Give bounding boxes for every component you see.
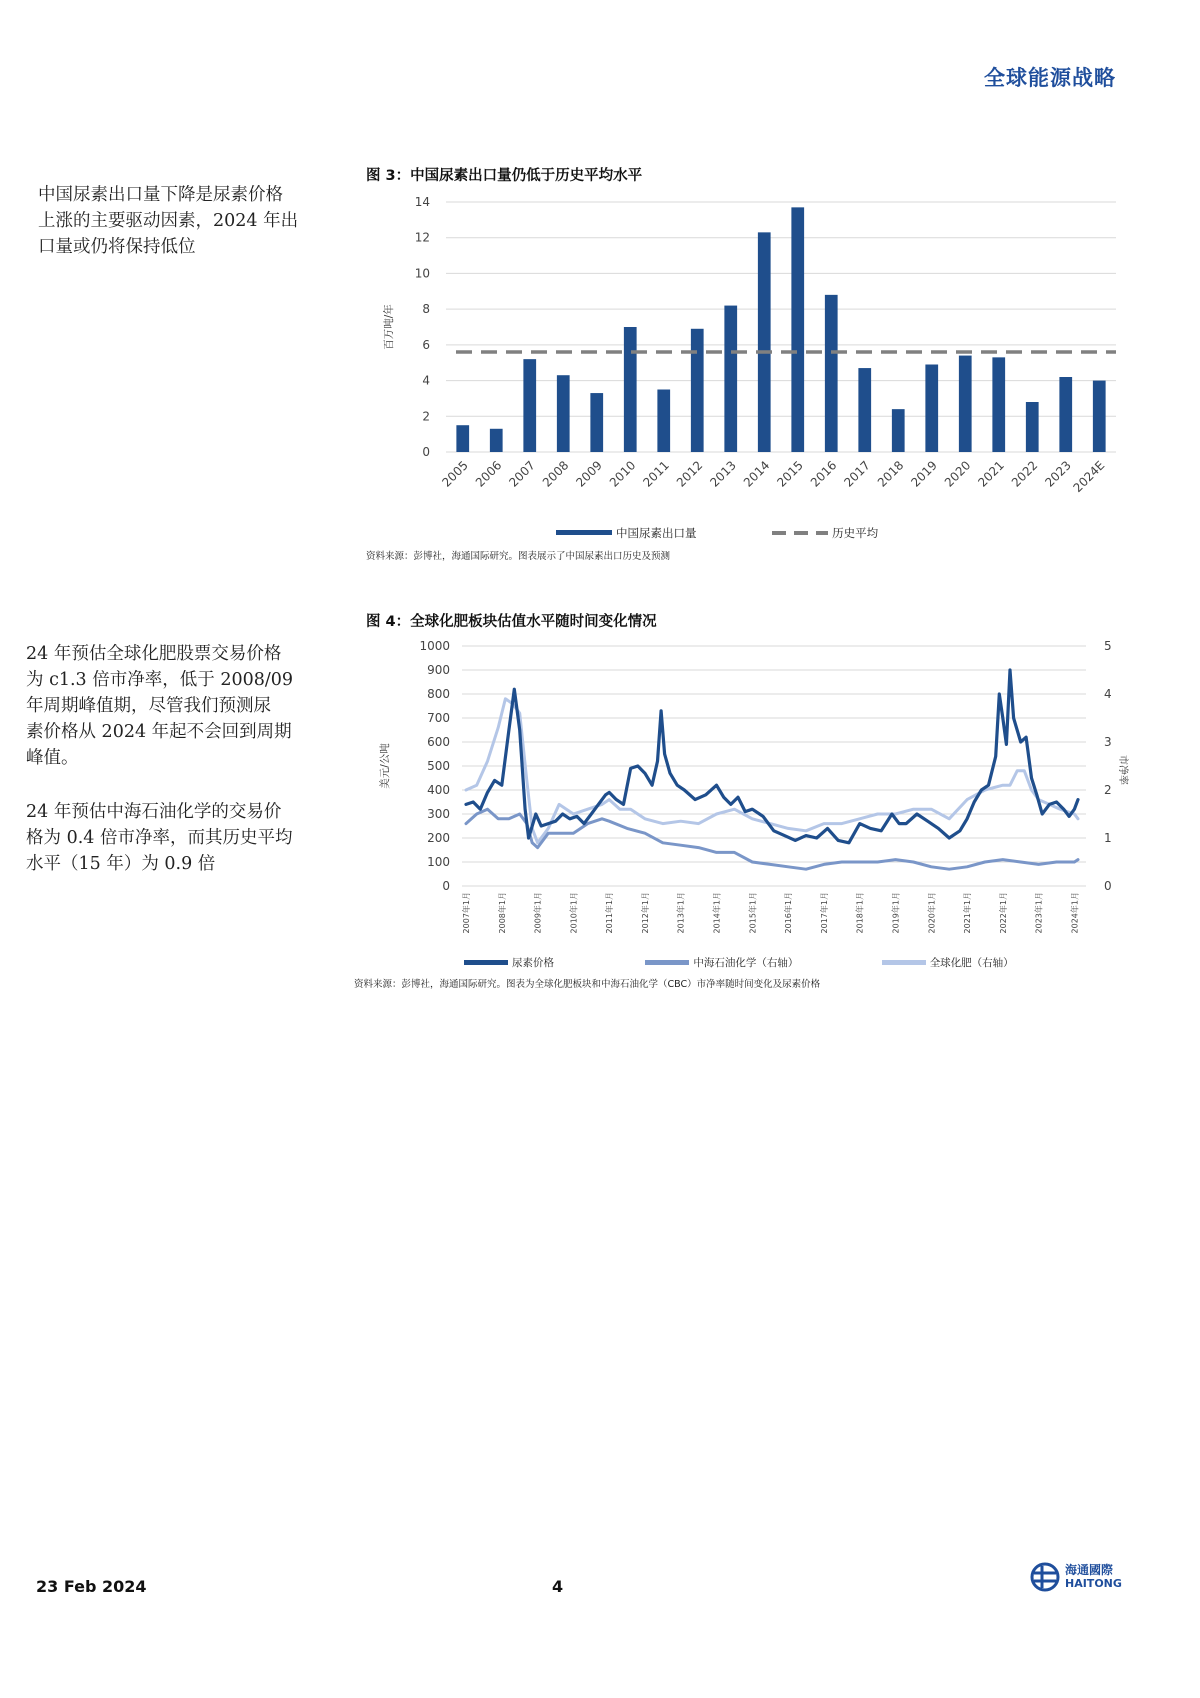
- legend-label-urea: 尿素价格: [512, 957, 554, 969]
- side-note-line: 格为 0.4 倍市净率，而其历史平均: [26, 828, 293, 848]
- bar-2021: [992, 357, 1005, 452]
- x-tick-label: 2013年1月: [676, 892, 686, 934]
- bar-2023: [1059, 377, 1072, 452]
- logo-text-cn: 海通國際: [1065, 1563, 1114, 1577]
- x-tick-label: 2007: [506, 458, 538, 490]
- figure4-chart: [356, 634, 1136, 954]
- y-tick-label: 14: [414, 195, 430, 209]
- side-note-line: 24 年预估全球化肥股票交易价格: [26, 644, 282, 664]
- x-tick-label: 2017年1月: [819, 892, 829, 934]
- x-tick-label: 2012年1月: [640, 892, 650, 934]
- bar-2009: [590, 393, 603, 452]
- x-tick-label: 2022年1月: [998, 892, 1008, 934]
- y-left-tick-label: 800: [427, 687, 450, 701]
- x-tick-label: 2015: [774, 458, 806, 490]
- y-right-tick-label: 1: [1104, 831, 1112, 845]
- side-note-line: 年周期峰值期，尽管我们预测尿: [26, 696, 271, 716]
- x-tick-label: 2007年1月: [462, 892, 471, 934]
- side-note-line: 中国尿素出口量下降是尿素价格: [38, 185, 283, 205]
- x-tick-label: 2009年1月: [533, 892, 543, 934]
- y-tick-label: 4: [422, 373, 430, 388]
- x-tick-label: 2020: [941, 458, 974, 490]
- bar-2016: [825, 295, 838, 452]
- bar-2008: [557, 375, 570, 452]
- x-tick-label: 2019: [908, 458, 940, 490]
- x-tick-label: 2018: [874, 458, 907, 490]
- x-tick-label: 2018年1月: [855, 892, 865, 934]
- x-tick-label: 2014年1月: [712, 892, 722, 934]
- legend-swatch-bars: [556, 530, 612, 535]
- legend-item-global: [882, 955, 1014, 970]
- figure3-source: 资料来源：彭博社，海通国际研究。图表展示了中国尿素出口历史及预测: [366, 551, 671, 562]
- y-right-tick-label: 2: [1104, 783, 1112, 797]
- y-left-tick-label: 1000: [419, 639, 450, 653]
- y-left-tick-label: 400: [427, 783, 450, 797]
- x-tick-label: 2024E: [1070, 458, 1108, 496]
- side-note-line: 峰值。: [26, 748, 79, 768]
- side-note-line: 水平（15 年）为 0.9 倍: [26, 854, 216, 874]
- x-tick-label: 2024年1月: [1070, 892, 1080, 934]
- side-note-line: 口量或仍将保持低位: [38, 237, 196, 257]
- legend-label-exports: 中国尿素出口量: [616, 525, 697, 540]
- y-right-tick-label: 3: [1104, 735, 1112, 749]
- bar-2013: [724, 306, 737, 452]
- x-tick-label: 2020年1月: [927, 892, 937, 934]
- side-note-valuation: [26, 641, 336, 771]
- y-left-tick-label: 900: [427, 663, 450, 677]
- y-left-tick-label: 300: [427, 807, 450, 821]
- x-tick-label: 2016: [807, 458, 840, 490]
- y-tick-label: 0: [422, 445, 430, 459]
- side-note-cbc: [26, 799, 336, 877]
- page-number: 4: [552, 1577, 564, 1596]
- legend-swatch-urea: [464, 960, 508, 965]
- bar-2019: [925, 365, 938, 453]
- legend-item-cbc: [645, 955, 798, 970]
- legend-label-avg: 历史平均: [832, 526, 879, 540]
- x-tick-label: 2008: [539, 458, 572, 490]
- legend-item-avg: [772, 525, 878, 541]
- x-tick-label: 2019年1月: [891, 892, 901, 934]
- x-tick-label: 2023年1月: [1034, 892, 1044, 934]
- footer-date: 23 Feb 2024: [36, 1577, 147, 1596]
- legend-label-cbc: 中海石油化学（右轴）: [693, 957, 799, 969]
- x-tick-label: 2021: [975, 458, 1007, 490]
- bar-2005: [456, 425, 469, 452]
- figure4-legend: [464, 955, 1014, 970]
- y-left-tick-label: 700: [427, 711, 450, 725]
- x-tick-label: 2023: [1042, 458, 1074, 490]
- legend-swatch-cbc: [645, 960, 689, 965]
- y-right-tick-label: 5: [1104, 639, 1112, 653]
- y-left-tick-label: 0: [442, 879, 450, 893]
- y-right-axis-label: 市净率: [1117, 755, 1128, 785]
- bar-2011: [657, 390, 670, 453]
- series-line-urea-price: [466, 670, 1078, 843]
- x-tick-label: 2015年1月: [748, 892, 758, 934]
- y-left-axis-label: 美元/公吨: [379, 743, 391, 789]
- y-right-tick-label: 0: [1104, 879, 1112, 893]
- x-tick-label: 2016年1月: [784, 892, 794, 934]
- bar-2012: [691, 329, 704, 452]
- x-tick-label: 2010: [606, 458, 639, 490]
- bar-2015: [791, 207, 804, 452]
- haitong-logo-icon: [1030, 1562, 1060, 1592]
- figure3-legend: [556, 524, 878, 541]
- y-left-tick-label: 200: [427, 831, 450, 845]
- legend-item-urea: [464, 955, 554, 970]
- bar-2022: [1026, 402, 1039, 452]
- y-left-tick-label: 600: [427, 735, 450, 749]
- bar-2024E: [1093, 381, 1106, 452]
- logo-text-en: HAITONG: [1065, 1577, 1122, 1590]
- x-tick-label: 2009: [573, 458, 605, 490]
- x-tick-label: 2022: [1008, 458, 1041, 490]
- x-tick-label: 2013: [707, 458, 739, 490]
- bar-2007: [523, 359, 536, 452]
- side-note-line: 上涨的主要驱动因素，2024 年出: [38, 211, 299, 231]
- x-tick-label: 2005: [439, 458, 471, 490]
- y-left-tick-label: 500: [427, 759, 450, 773]
- figure4-source: 资料来源：彭博社，海通国际研究。图表为全球化肥板块和中海石油化学（CBC）市净率随时间变化及尿素价格: [354, 979, 821, 990]
- y-left-tick-label: 100: [427, 855, 450, 869]
- side-note-export: [38, 182, 338, 260]
- x-tick-label: 2008年1月: [497, 892, 507, 934]
- x-tick-label: 2014: [740, 458, 773, 490]
- side-note-line: 为 c1.3 倍市净率，低于 2008/09: [26, 670, 294, 690]
- figure3-title: 图 3：中国尿素出口量仍低于历史平均水平: [366, 168, 643, 184]
- legend-swatch-global: [882, 960, 926, 965]
- haitong-logo: [1030, 1562, 1122, 1592]
- x-tick-label: 2011年1月: [605, 892, 615, 934]
- y-tick-label: 10: [414, 266, 430, 281]
- bar-2020: [959, 356, 972, 452]
- series-line-global-fertilizer-pb: [466, 699, 1078, 843]
- bar-2010: [624, 327, 637, 452]
- x-tick-label: 2012: [673, 458, 706, 490]
- bar-2017: [858, 368, 871, 452]
- bar-2014: [758, 232, 771, 452]
- side-note-line: 素价格从 2024 年起不会回到周期: [26, 722, 292, 742]
- header-title: 全球能源战略: [984, 66, 1116, 90]
- y-tick-label: 6: [422, 337, 430, 352]
- legend-swatch-avg: [772, 531, 828, 535]
- x-tick-label: 2021年1月: [963, 892, 973, 934]
- x-tick-label: 2010年1月: [569, 892, 579, 934]
- y-tick-label: 2: [422, 409, 430, 424]
- x-tick-label: 2011: [640, 458, 672, 490]
- figure3-chart: [366, 188, 1126, 528]
- legend-item-exports: [556, 525, 697, 541]
- x-tick-label: 2006: [472, 458, 505, 490]
- figure4-title: 图 4：全球化肥板块估值水平随时间变化情况: [366, 614, 657, 630]
- side-note-line: 24 年预估中海石油化学的交易价: [26, 802, 282, 822]
- y-right-tick-label: 4: [1104, 687, 1112, 701]
- y-tick-label: 8: [422, 302, 430, 317]
- bar-2006: [490, 429, 503, 452]
- legend-label-global: 全球化肥（右轴）: [929, 957, 1014, 969]
- bar-2018: [892, 409, 905, 452]
- x-tick-label: 2017: [841, 458, 873, 490]
- y-axis-label: 百万吨/年: [383, 304, 395, 350]
- y-tick-label: 12: [414, 230, 430, 245]
